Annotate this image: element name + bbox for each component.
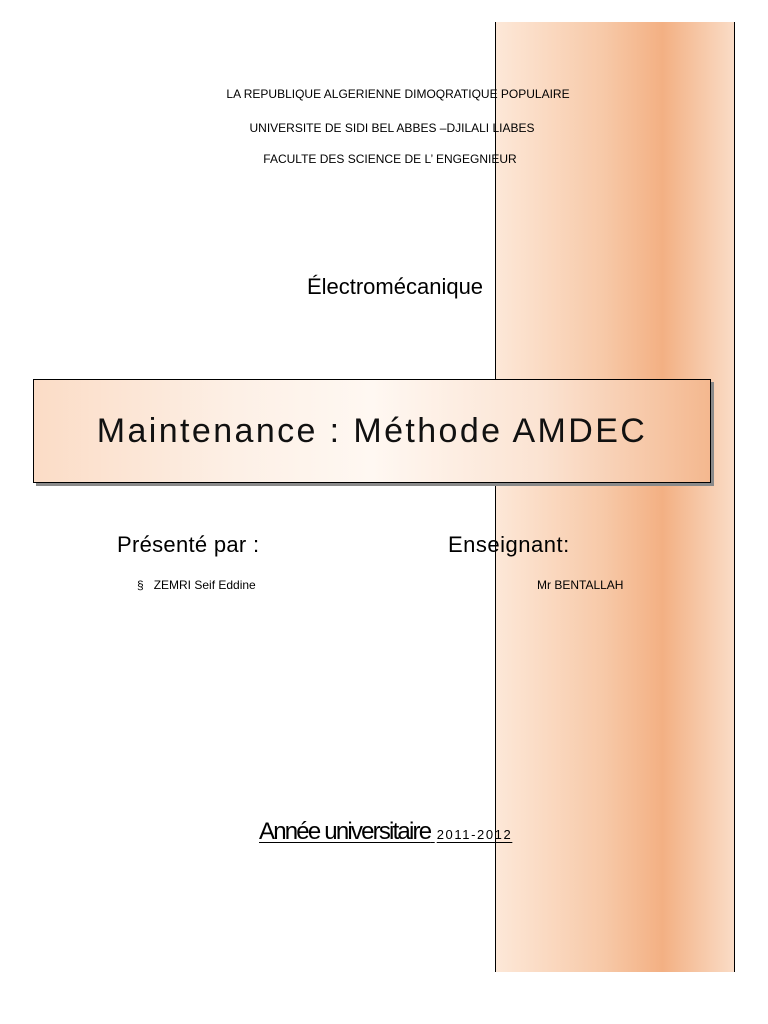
header-country: LA REPUBLIQUE ALGERIENNE DIMOQRATIQUE POPULAIRE	[226, 87, 570, 101]
section-bullet: §	[137, 578, 144, 592]
document-title: Maintenance : Méthode AMDEC	[96, 411, 648, 450]
title-box	[33, 379, 711, 483]
teacher-name: Mr BENTALLAH	[537, 578, 624, 592]
presented-by-label: Présenté par :	[117, 532, 260, 557]
academic-year-value: 2011-2012	[436, 827, 513, 842]
student-entry	[137, 578, 256, 592]
teacher-label: Enseignant:	[448, 532, 570, 557]
header-university: UNIVERSITE DE SIDI BEL ABBES –DJILALI LIABES	[249, 121, 535, 135]
header-faculty: FACULTE DES SCIENCE DE L’ ENGEGNIEUR	[263, 152, 517, 166]
academic-year	[259, 818, 512, 846]
student-name: ZEMRI Seif Eddine	[153, 578, 256, 592]
academic-year-label: Année universitaire	[259, 818, 431, 845]
subject-heading: Électromécanique	[306, 274, 484, 299]
